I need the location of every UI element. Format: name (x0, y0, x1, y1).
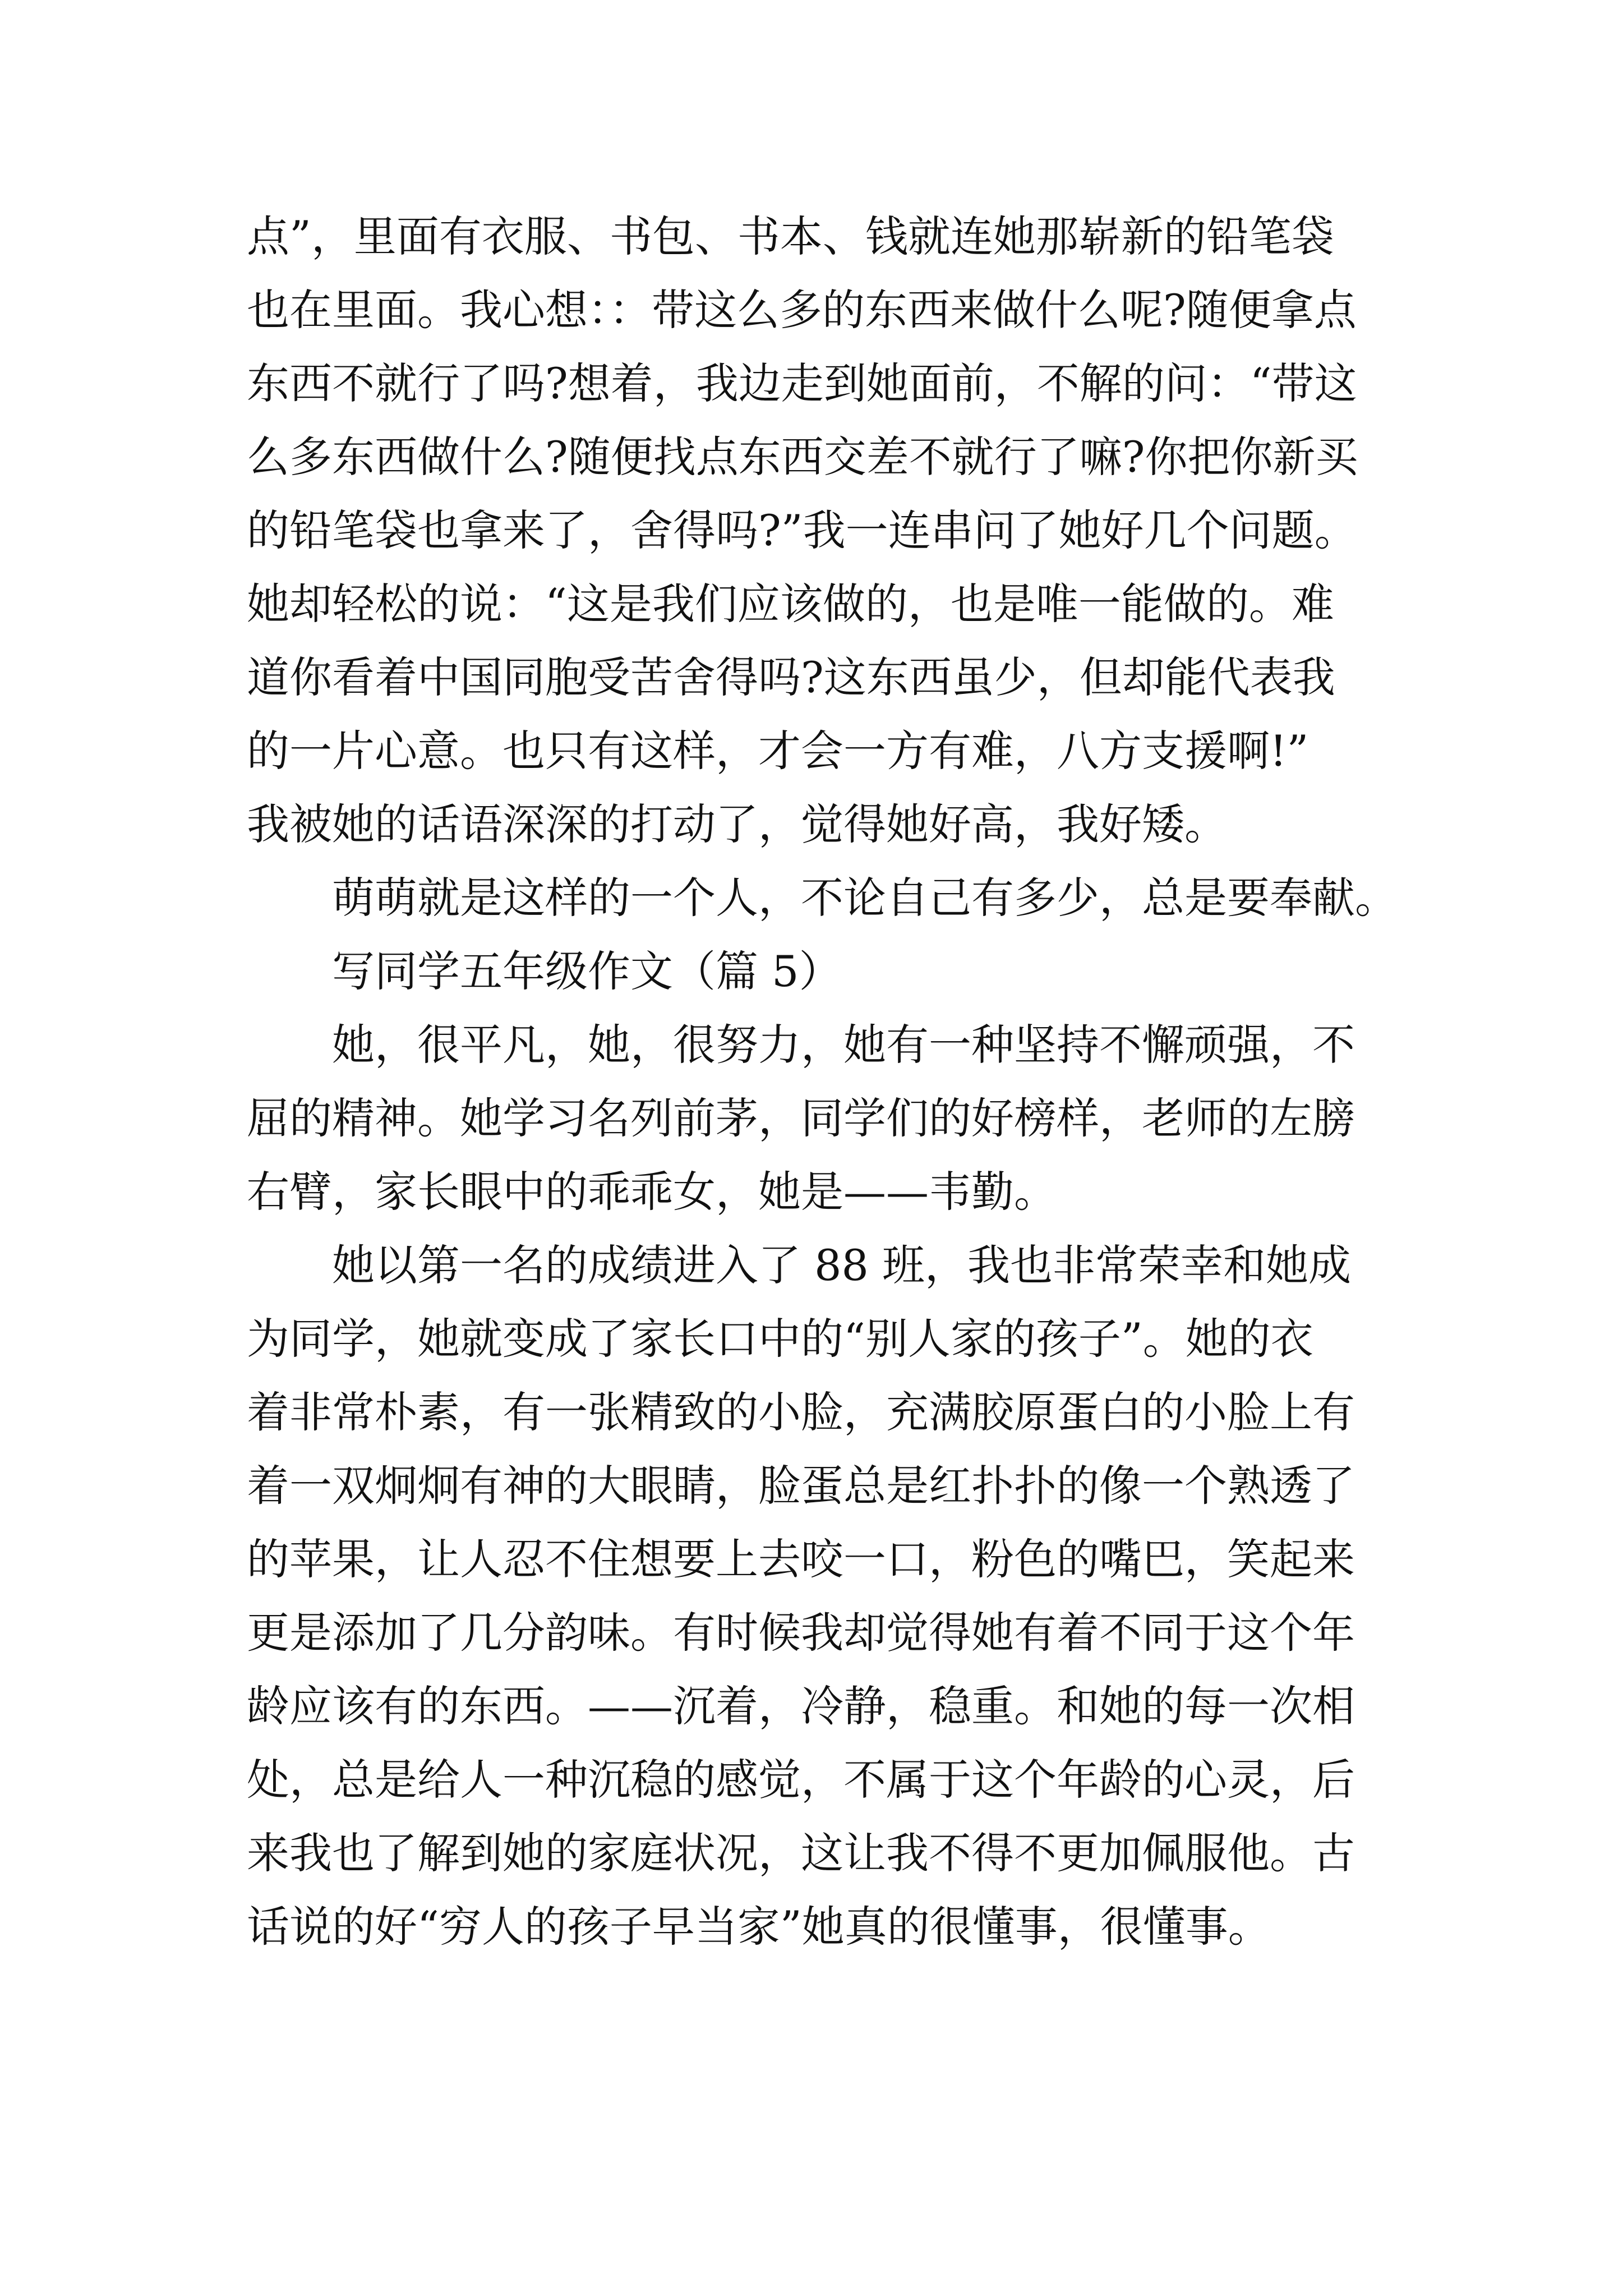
paragraph-start-line: 她以第一名的成绩进入了 88 班，我也非常荣幸和她成 (332, 1240, 1352, 1290)
section-heading: 写同学五年级作文（篇 5） (332, 946, 842, 996)
text-line: 我被她的话语深深的打动了，觉得她好高，我好矮。 (247, 799, 1227, 849)
text-line: 龄应该有的东西。——沉着，冷静，稳重。和她的每一次相 (247, 1681, 1355, 1731)
text-line: 道你看着中国同胞受苦舍得吗?这东西虽少，但却能代表我 (247, 652, 1335, 702)
text-line: 的铅笔袋也拿来了，舍得吗?”我一连串问了她好几个问题。 (247, 505, 1357, 555)
text-line: 右臂，家长眼中的乖乖女，她是——韦勤。 (247, 1167, 1057, 1217)
paragraph-start-line: 萌萌就是这样的一个人，不论自己有多少，总是要奉献。 (332, 873, 1398, 923)
text-line: 屈的精神。她学习名列前茅，同学们的好榜样，老师的左膀 (247, 1093, 1355, 1143)
text-line: 东西不就行了吗?想着，我边走到她面前，不解的问：“带这 (247, 358, 1357, 408)
text-line: 着非常朴素，有一张精致的小脸，充满胶原蛋白的小脸上有 (247, 1387, 1355, 1437)
text-line: 处，总是给人一种沉稳的感觉，不属于这个年龄的心灵，后 (247, 1755, 1355, 1805)
text-line: 来我也了解到她的家庭状况，这让我不得不更加佩服他。古 (247, 1828, 1355, 1878)
text-line: 着一双炯炯有神的大眼睛，脸蛋总是红扑扑的像一个熟透了 (247, 1461, 1355, 1511)
text-line: 她却轻松的说：“这是我们应该做的，也是唯一能做的。难 (247, 579, 1334, 629)
text-line: 么多东西做什么?随便找点东西交差不就行了嘛?你把你新买 (247, 432, 1358, 482)
text-line: 更是添加了几分韵味。有时候我却觉得她有着不同于这个年 (247, 1608, 1355, 1658)
text-line: 为同学，她就变成了家长口中的“别人家的孩子”。她的衣 (247, 1314, 1313, 1364)
text-line: 的一片心意。也只有这样，才会一方有难，八方支援啊!” (247, 726, 1309, 776)
text-line: 点”，里面有衣服、书包、书本、钱就连她那崭新的铅笔袋 (247, 211, 1334, 261)
paragraph-start-line: 她，很平凡，她，很努力，她有一种坚持不懈顽强，不 (332, 1020, 1355, 1070)
text-line: 也在里面。我心想：：带这么多的东西来做什么呢?随便拿点 (247, 285, 1357, 335)
text-line: 的苹果，让人忍不住想要上去咬一口，粉色的嘴巴，笑起来 (247, 1534, 1355, 1584)
body-text (247, 200, 1396, 1963)
text-line: 话说的好“穷人的孩子早当家”她真的很懂事，很懂事。 (247, 1902, 1271, 1952)
